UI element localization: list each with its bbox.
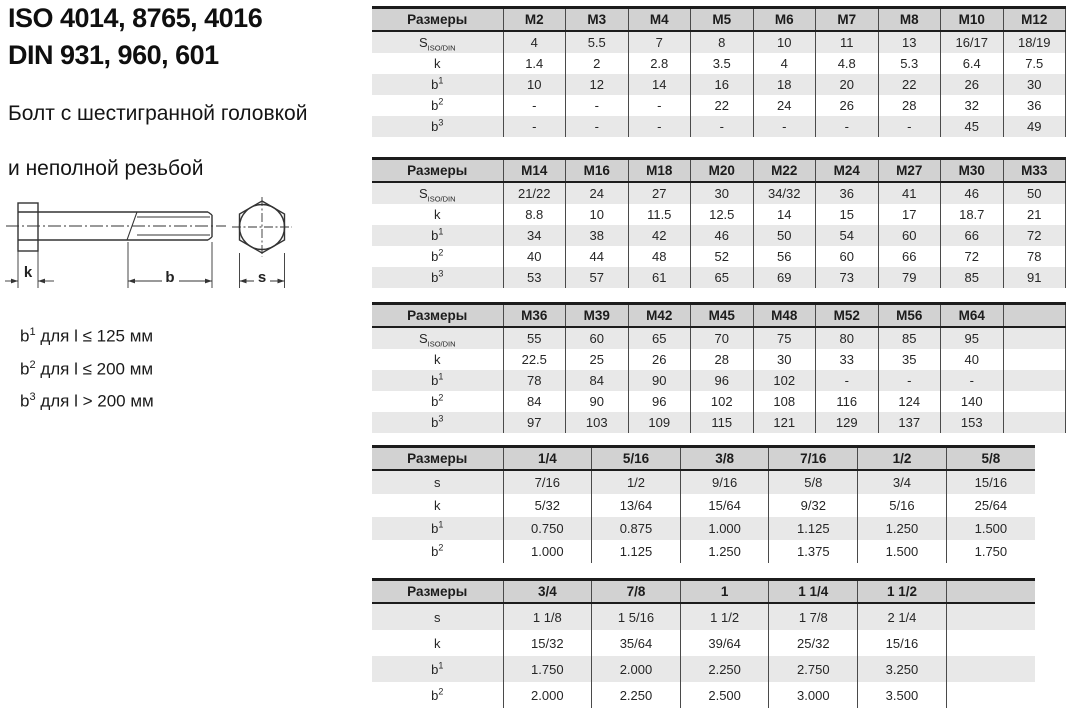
value-cell: 25/32 xyxy=(769,630,858,656)
value-cell xyxy=(946,603,1035,630)
value-cell: 35 xyxy=(878,349,941,370)
dimension-table xyxy=(372,6,1066,137)
value-cell: 5/16 xyxy=(858,494,947,517)
value-cell: 7/16 xyxy=(503,470,592,494)
size-column-header: M64 xyxy=(941,304,1004,328)
size-column-header: M20 xyxy=(691,159,754,183)
table-row xyxy=(372,603,1035,630)
size-column-header: M33 xyxy=(1003,159,1066,183)
value-cell: 75 xyxy=(753,327,816,349)
value-cell: 52 xyxy=(691,246,754,267)
value-cell: 95 xyxy=(941,327,1004,349)
value-cell: 21/22 xyxy=(503,182,566,204)
value-cell: 137 xyxy=(878,412,941,433)
product-description-line1: Болт с шестигранной головкой xyxy=(8,102,308,125)
value-cell: 7 xyxy=(628,31,691,53)
value-cell: 57 xyxy=(566,267,629,288)
table-row xyxy=(372,327,1066,349)
value-cell: 33 xyxy=(816,349,879,370)
dimensions-column-header: Размеры xyxy=(372,8,503,32)
value-cell: 12 xyxy=(566,74,629,95)
value-cell: 79 xyxy=(878,267,941,288)
row-label: k xyxy=(434,635,441,651)
title-block xyxy=(8,0,307,184)
value-cell: 15/64 xyxy=(680,494,769,517)
value-cell: - xyxy=(816,370,879,391)
size-column-header: 5/16 xyxy=(592,447,681,471)
value-cell: 1.4 xyxy=(503,53,566,74)
size-column-header: M8 xyxy=(878,8,941,32)
value-cell: 8.8 xyxy=(503,204,566,225)
value-cell: 2.8 xyxy=(628,53,691,74)
value-cell: 2.500 xyxy=(680,682,769,708)
value-cell: 11 xyxy=(816,31,879,53)
table-metric-m14-m33 xyxy=(372,157,1066,288)
value-cell: 26 xyxy=(816,95,879,116)
value-cell: 2.000 xyxy=(503,682,592,708)
row-label: s xyxy=(434,609,441,625)
bolt-head-side-view xyxy=(18,203,38,251)
value-cell: 50 xyxy=(1003,182,1066,204)
value-cell: 8 xyxy=(691,31,754,53)
row-label: k xyxy=(434,352,441,367)
value-cell: 2.250 xyxy=(592,682,681,708)
size-column-header: M42 xyxy=(628,304,691,328)
value-cell: 18/19 xyxy=(1003,31,1066,53)
value-cell: - xyxy=(878,116,941,137)
dimensions-column-header: Размеры xyxy=(372,159,503,183)
value-cell: 45 xyxy=(941,116,1004,137)
value-cell: 16/17 xyxy=(941,31,1004,53)
value-cell: 30 xyxy=(753,349,816,370)
product-description-line2: и неполной резьбой xyxy=(8,157,204,180)
table-row xyxy=(372,246,1066,267)
table-row xyxy=(372,349,1066,370)
table-row xyxy=(372,53,1066,74)
size-column-header: M10 xyxy=(941,8,1004,32)
size-column-header: M4 xyxy=(628,8,691,32)
value-cell: 3/4 xyxy=(858,470,947,494)
dimension-table xyxy=(372,445,1035,563)
size-column-header: 5/8 xyxy=(946,447,1035,471)
value-cell: 1.500 xyxy=(858,540,947,563)
value-cell: 10 xyxy=(503,74,566,95)
value-cell xyxy=(1003,370,1066,391)
value-cell: 80 xyxy=(816,327,879,349)
value-cell: 124 xyxy=(878,391,941,412)
value-cell: 1 5/16 xyxy=(592,603,681,630)
value-cell: 35/64 xyxy=(592,630,681,656)
size-column-header: M52 xyxy=(816,304,879,328)
value-cell: 60 xyxy=(878,225,941,246)
value-cell: 27 xyxy=(628,182,691,204)
table-row xyxy=(372,391,1066,412)
value-cell: 91 xyxy=(1003,267,1066,288)
value-cell: 4 xyxy=(753,53,816,74)
value-cell: 84 xyxy=(566,370,629,391)
value-cell: 84 xyxy=(503,391,566,412)
dim-label-k: k xyxy=(23,264,33,281)
row-label: $b^3$ xyxy=(431,117,444,134)
value-cell: 15/16 xyxy=(858,630,947,656)
table-row xyxy=(372,95,1066,116)
dimensions-column-header: Размеры xyxy=(372,447,503,471)
value-cell: 9/32 xyxy=(769,494,858,517)
value-cell: 39/64 xyxy=(680,630,769,656)
size-column-header: M5 xyxy=(691,8,754,32)
size-column-header: 1 1/2 xyxy=(858,580,947,604)
value-cell: 3.250 xyxy=(858,656,947,682)
size-column-header: M7 xyxy=(816,8,879,32)
row-label: s xyxy=(434,475,441,490)
table-metric-m2-m12 xyxy=(372,6,1066,137)
value-cell: - xyxy=(628,116,691,137)
size-column-header: M30 xyxy=(941,159,1004,183)
value-cell: 2 xyxy=(566,53,629,74)
value-cell: 1.500 xyxy=(946,517,1035,540)
value-cell: 78 xyxy=(1003,246,1066,267)
value-cell: 60 xyxy=(566,327,629,349)
value-cell: 5.3 xyxy=(878,53,941,74)
row-label: $b^2$ xyxy=(431,96,444,113)
value-cell: 14 xyxy=(753,204,816,225)
row-label: k xyxy=(434,56,441,71)
value-cell: 1.375 xyxy=(769,540,858,563)
value-cell: 38 xyxy=(566,225,629,246)
value-cell: 1.000 xyxy=(503,540,592,563)
value-cell: 44 xyxy=(566,246,629,267)
value-cell: 70 xyxy=(691,327,754,349)
value-cell: 2.250 xyxy=(680,656,769,682)
value-cell: 102 xyxy=(691,391,754,412)
row-label: $b^2$ xyxy=(431,542,444,559)
value-cell: 54 xyxy=(816,225,879,246)
value-cell: - xyxy=(566,95,629,116)
table-row xyxy=(372,470,1035,494)
size-column-header: M27 xyxy=(878,159,941,183)
value-cell: - xyxy=(628,95,691,116)
table-row xyxy=(372,225,1066,246)
table-row xyxy=(372,412,1066,433)
value-cell: 1.250 xyxy=(858,517,947,540)
value-cell: 5/32 xyxy=(503,494,592,517)
value-cell: 115 xyxy=(691,412,754,433)
size-column-header: M3 xyxy=(566,8,629,32)
size-column-header: M16 xyxy=(566,159,629,183)
value-cell: 96 xyxy=(628,391,691,412)
value-cell: 55 xyxy=(503,327,566,349)
value-cell: 1.125 xyxy=(592,540,681,563)
value-cell: - xyxy=(878,370,941,391)
value-cell: 153 xyxy=(941,412,1004,433)
size-column-header: 1 1/4 xyxy=(769,580,858,604)
value-cell: 9/16 xyxy=(680,470,769,494)
value-cell: 1.000 xyxy=(680,517,769,540)
dimensions-column-header: Размеры xyxy=(372,580,503,604)
row-label: $b^1$ xyxy=(431,226,444,243)
value-cell: 24 xyxy=(566,182,629,204)
value-cell: 1 1/2 xyxy=(680,603,769,630)
value-cell xyxy=(946,682,1035,708)
row-label: $S_{ISO/DIN}$ xyxy=(418,35,456,53)
value-cell: 17 xyxy=(878,204,941,225)
size-column-header: M22 xyxy=(753,159,816,183)
bolt-drawing-svg xyxy=(4,186,338,321)
value-cell: 72 xyxy=(1003,225,1066,246)
value-cell: 1.125 xyxy=(769,517,858,540)
value-cell: 13 xyxy=(878,31,941,53)
value-cell: 28 xyxy=(878,95,941,116)
value-cell: 53 xyxy=(503,267,566,288)
value-cell xyxy=(946,630,1035,656)
value-cell: - xyxy=(941,370,1004,391)
length-notes xyxy=(20,318,154,416)
value-cell: 73 xyxy=(816,267,879,288)
value-cell: 22 xyxy=(878,74,941,95)
table-row xyxy=(372,370,1066,391)
row-label: $b^3$ xyxy=(431,268,444,285)
value-cell: 28 xyxy=(691,349,754,370)
value-cell: 15 xyxy=(816,204,879,225)
size-column-header xyxy=(1003,304,1066,328)
size-column-header: M24 xyxy=(816,159,879,183)
row-label: $b^1$ xyxy=(431,519,444,536)
value-cell: 69 xyxy=(753,267,816,288)
size-column-header: M56 xyxy=(878,304,941,328)
length-note: $b^1$ для l ≤ 125 мм xyxy=(20,326,154,346)
value-cell: 1.750 xyxy=(946,540,1035,563)
value-cell xyxy=(1003,391,1066,412)
row-label: $b^2$ xyxy=(431,686,444,703)
size-column-header: M6 xyxy=(753,8,816,32)
value-cell: 2.750 xyxy=(769,656,858,682)
table-row xyxy=(372,31,1066,53)
value-cell: 3.000 xyxy=(769,682,858,708)
size-column-header: 7/16 xyxy=(769,447,858,471)
value-cell xyxy=(946,656,1035,682)
value-cell: 5.5 xyxy=(566,31,629,53)
size-column-header: 7/8 xyxy=(592,580,681,604)
table-row xyxy=(372,517,1035,540)
value-cell: 1.750 xyxy=(503,656,592,682)
value-cell: 18 xyxy=(753,74,816,95)
row-label: $b^2$ xyxy=(431,392,444,409)
value-cell: 60 xyxy=(816,246,879,267)
value-cell: 108 xyxy=(753,391,816,412)
dim-label-b: b xyxy=(165,269,175,286)
dimensions-column-header: Размеры xyxy=(372,304,503,328)
size-column-header: M12 xyxy=(1003,8,1066,32)
value-cell: 4 xyxy=(503,31,566,53)
value-cell: 1/2 xyxy=(592,470,681,494)
value-cell: 21 xyxy=(1003,204,1066,225)
value-cell: 6.4 xyxy=(941,53,1004,74)
value-cell: - xyxy=(503,116,566,137)
value-cell xyxy=(1003,327,1066,349)
size-column-header: M18 xyxy=(628,159,691,183)
size-column-header: M2 xyxy=(503,8,566,32)
value-cell: 15/16 xyxy=(946,470,1035,494)
size-column-header: M45 xyxy=(691,304,754,328)
value-cell: 42 xyxy=(628,225,691,246)
value-cell: - xyxy=(503,95,566,116)
value-cell: 129 xyxy=(816,412,879,433)
value-cell: 1 7/8 xyxy=(769,603,858,630)
table-row xyxy=(372,204,1066,225)
table-row xyxy=(372,494,1035,517)
value-cell: 26 xyxy=(628,349,691,370)
value-cell: 72 xyxy=(941,246,1004,267)
length-note: $b^2$ для l ≤ 200 мм xyxy=(20,358,154,379)
value-cell: 10 xyxy=(566,204,629,225)
value-cell: 90 xyxy=(628,370,691,391)
row-label: $S_{ISO/DIN}$ xyxy=(418,186,456,204)
value-cell: 61 xyxy=(628,267,691,288)
value-cell: 12.5 xyxy=(691,204,754,225)
table-metric-m36-m64 xyxy=(372,302,1066,433)
row-label: $S_{ISO/DIN}$ xyxy=(418,331,456,349)
dimension-table xyxy=(372,578,1035,708)
value-cell xyxy=(1003,349,1066,370)
value-cell: - xyxy=(566,116,629,137)
value-cell: 36 xyxy=(816,182,879,204)
value-cell: 85 xyxy=(878,327,941,349)
row-label: $b^2$ xyxy=(431,247,444,264)
value-cell: 121 xyxy=(753,412,816,433)
table-row xyxy=(372,540,1035,563)
value-cell xyxy=(1003,412,1066,433)
value-cell: 25/64 xyxy=(946,494,1035,517)
value-cell: 48 xyxy=(628,246,691,267)
standard-title-din: DIN 931, 960, 601 xyxy=(8,40,219,70)
table-row xyxy=(372,267,1066,288)
row-label: k xyxy=(434,498,441,513)
value-cell: 30 xyxy=(691,182,754,204)
row-label: $b^1$ xyxy=(431,371,444,388)
value-cell: 49 xyxy=(1003,116,1066,137)
table-row xyxy=(372,630,1035,656)
size-column-header: 1/4 xyxy=(503,447,592,471)
value-cell: 25 xyxy=(566,349,629,370)
length-note: $b^3$ для l > 200 мм xyxy=(20,391,154,411)
bolt-technical-drawing xyxy=(4,186,338,326)
value-cell: 103 xyxy=(566,412,629,433)
size-column-header: 3/4 xyxy=(503,580,592,604)
value-cell: 2.000 xyxy=(592,656,681,682)
value-cell: 97 xyxy=(503,412,566,433)
value-cell: 116 xyxy=(816,391,879,412)
value-cell: 56 xyxy=(753,246,816,267)
value-cell: 2 1/4 xyxy=(858,603,947,630)
value-cell: 140 xyxy=(941,391,1004,412)
table-imperial-small xyxy=(372,445,1035,563)
row-label: $b^1$ xyxy=(431,75,444,92)
value-cell: 5/8 xyxy=(769,470,858,494)
value-cell: - xyxy=(753,116,816,137)
value-cell: 0.750 xyxy=(503,517,592,540)
value-cell: 78 xyxy=(503,370,566,391)
value-cell: 22.5 xyxy=(503,349,566,370)
dimension-table xyxy=(372,157,1066,288)
value-cell: 13/64 xyxy=(592,494,681,517)
value-cell: 41 xyxy=(878,182,941,204)
value-cell: 34 xyxy=(503,225,566,246)
value-cell: 10 xyxy=(753,31,816,53)
value-cell: 14 xyxy=(628,74,691,95)
value-cell: 90 xyxy=(566,391,629,412)
value-cell: 102 xyxy=(753,370,816,391)
row-label: $b^1$ xyxy=(431,660,444,677)
row-label: k xyxy=(434,207,441,222)
size-column-header: M39 xyxy=(566,304,629,328)
dimension-table xyxy=(372,302,1066,433)
value-cell: 34/32 xyxy=(753,182,816,204)
dim-label-s: s xyxy=(257,269,267,286)
value-cell: 20 xyxy=(816,74,879,95)
value-cell: 65 xyxy=(628,327,691,349)
value-cell: 1.250 xyxy=(680,540,769,563)
size-column-header: 1/2 xyxy=(858,447,947,471)
value-cell: 15/32 xyxy=(503,630,592,656)
value-cell: 36 xyxy=(1003,95,1066,116)
value-cell: 40 xyxy=(503,246,566,267)
table-row xyxy=(372,116,1066,137)
value-cell: 66 xyxy=(941,225,1004,246)
size-column-header: 3/8 xyxy=(680,447,769,471)
size-column-header: M14 xyxy=(503,159,566,183)
value-cell: 0.875 xyxy=(592,517,681,540)
value-cell: 18.7 xyxy=(941,204,1004,225)
value-cell: 1 1/8 xyxy=(503,603,592,630)
table-row xyxy=(372,656,1035,682)
value-cell: - xyxy=(691,116,754,137)
value-cell: 109 xyxy=(628,412,691,433)
value-cell: - xyxy=(816,116,879,137)
value-cell: 16 xyxy=(691,74,754,95)
table-row xyxy=(372,682,1035,708)
value-cell: 30 xyxy=(1003,74,1066,95)
value-cell: 32 xyxy=(941,95,1004,116)
row-label: $b^3$ xyxy=(431,413,444,430)
table-row xyxy=(372,74,1066,95)
size-column-header: M48 xyxy=(753,304,816,328)
value-cell: 26 xyxy=(941,74,1004,95)
value-cell: 96 xyxy=(691,370,754,391)
size-column-header xyxy=(946,580,1035,604)
standard-title-iso: ISO 4014, 8765, 4016 xyxy=(8,3,263,33)
value-cell: 11.5 xyxy=(628,204,691,225)
value-cell: 40 xyxy=(941,349,1004,370)
table-imperial-large xyxy=(372,578,1035,708)
value-cell: 24 xyxy=(753,95,816,116)
value-cell: 46 xyxy=(691,225,754,246)
value-cell: 22 xyxy=(691,95,754,116)
value-cell: 4.8 xyxy=(816,53,879,74)
value-cell: 50 xyxy=(753,225,816,246)
value-cell: 7.5 xyxy=(1003,53,1066,74)
value-cell: 66 xyxy=(878,246,941,267)
value-cell: 3.5 xyxy=(691,53,754,74)
table-row xyxy=(372,182,1066,204)
value-cell: 3.500 xyxy=(858,682,947,708)
size-column-header: M36 xyxy=(503,304,566,328)
size-column-header: 1 xyxy=(680,580,769,604)
value-cell: 85 xyxy=(941,267,1004,288)
value-cell: 65 xyxy=(691,267,754,288)
value-cell: 46 xyxy=(941,182,1004,204)
